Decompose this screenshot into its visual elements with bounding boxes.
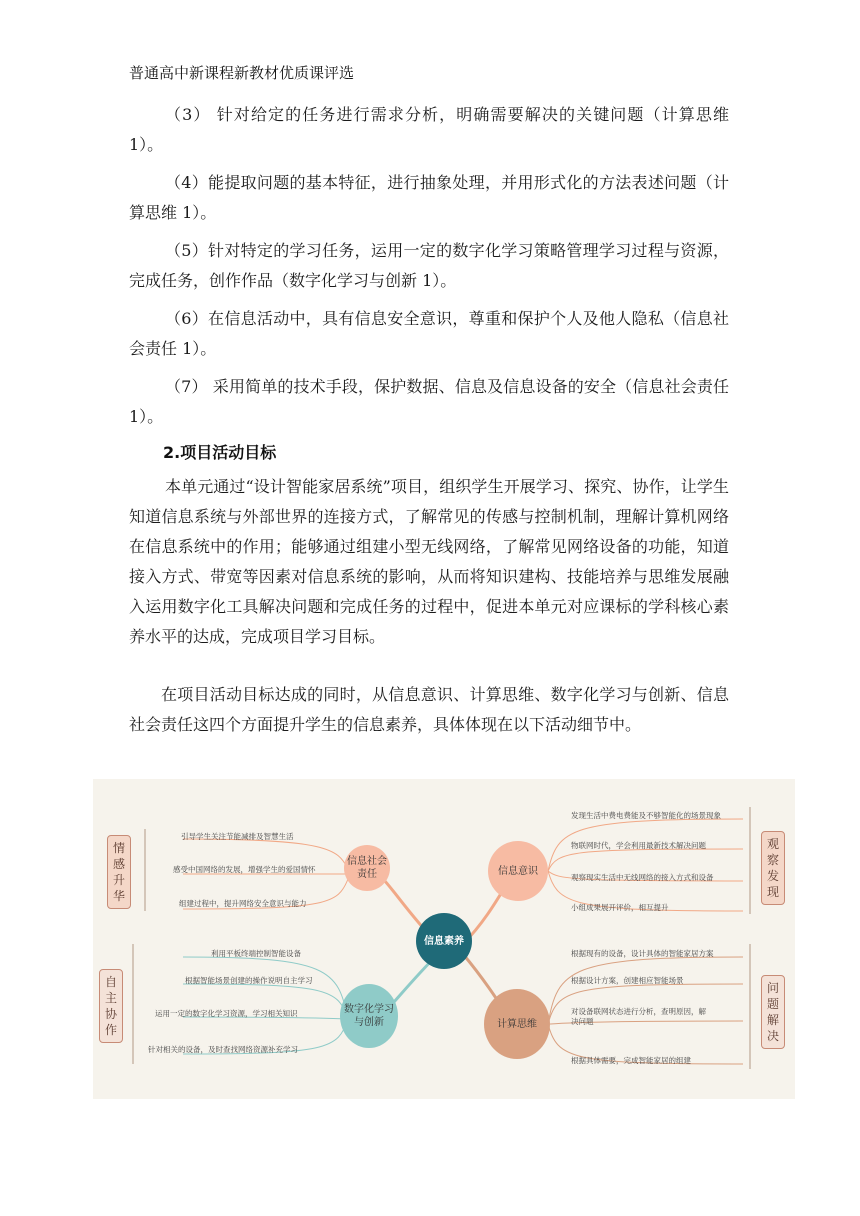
mindmap-leaf: 根据具体需要，完成智能家居的组建: [571, 1056, 691, 1065]
literacy-paragraph: 在项目活动目标达成的同时，从信息意识、计算思维、数字化学习与创新、信息社会责任这四个方面提升学生的信息素养，具体体现在以下活动细节中。: [129, 685, 729, 734]
mindmap-node-awareness: 信息意识: [488, 841, 548, 901]
mindmap-leaf: 根据设计方案，创建相应智能场景: [571, 976, 684, 985]
mindmap-leaf: 物联网时代，学会利用最新技术解决问题: [571, 841, 706, 850]
objective-6: （6）在信息活动中，具有信息安全意识，尊重和保护个人及他人隐私（信息社会责任 1）。: [129, 309, 729, 358]
mindmap-leaf: 感受中国网络的发展，增强学生的爱国情怀: [173, 865, 316, 874]
objective-3: （3） 针对给定的任务进行需求分析，明确需要解决的关键问题（计算思维 1）。: [129, 105, 729, 154]
objective-7: （7） 采用简单的技术手段，保护数据、信息及信息设备的安全（信息社会责任 1）。: [129, 377, 729, 426]
mindmap-side-label-right-bottom: 问题解决: [761, 975, 785, 1049]
mindmap-center-node: 信息素养: [416, 913, 472, 969]
mindmap-node-digital: 数字化学习与创新: [340, 984, 398, 1048]
mindmap-leaf: 对设备联网状态进行分析，查明原因，解决问题: [571, 1007, 706, 1026]
mindmap-figure: [93, 779, 795, 1099]
mindmap-leaf: 引导学生关注节能减排及智慧生活: [181, 832, 294, 841]
project-goal-paragraph: 本单元通过“设计智能家居系统”项目，组织学生开展学习、探究、协作，让学生知道信息系统与外部世界的连接方式，了解常见的传感与控制机制，理解计算机网络在信息系统中的作用；能够通过组建小型无线网络，了解常见网络设备的功能，知道接入方式、带宽等因素对信息系统的影响，从而将知识建构、技能培养与思维发展融入运用数字化工具解决问题和完成任务的过程中，促进本单元对应课标的学科核心素养水平的达成，完成项目学习目标。: [129, 477, 729, 646]
mindmap-side-label-right-top: 观察发现: [761, 831, 785, 905]
mindmap-leaf: 组建过程中，提升网络安全意识与能力: [179, 899, 307, 908]
mindmap-leaf: 根据现有的设备，设计具体的智能家居方案: [571, 949, 714, 958]
mindmap-side-label-left-top: 情感升华: [107, 835, 131, 909]
objective-5: （5）针对特定的学习任务，运用一定的数字化学习策略管理学习过程与资源，完成任务，创作作品（数字化学习与创新 1）。: [129, 241, 729, 290]
mindmap-leaf: 运用一定的数字化学习资源，学习相关知识: [155, 1009, 298, 1018]
mindmap-node-computing: 计算思维: [484, 989, 550, 1059]
mindmap-node-social: 信息社会责任: [344, 845, 390, 891]
objective-4: （4）能提取问题的基本特征，进行抽象处理，并用形式化的方法表述问题（计算思维 1）。: [129, 173, 729, 222]
mindmap-leaf: 发现生活中费电费能及不够智能化的场景现象: [571, 811, 721, 820]
mindmap-side-label-left-bottom: 自主协作: [99, 969, 123, 1043]
page-header: 普通高中新课程新教材优质课评选: [129, 64, 355, 82]
mindmap-leaf: 利用平板终端控制智能设备: [211, 949, 301, 958]
mindmap-leaf: 观察现实生活中无线网络的接入方式和设备: [571, 873, 714, 882]
mindmap-leaf: 小组成果展开评价，相互提升: [571, 903, 669, 912]
mindmap-leaf: 根据智能场景创建的操作说明自主学习: [185, 976, 313, 985]
mindmap-leaf: 针对相关的设备，及时查找网络资源补充学习: [148, 1045, 298, 1054]
section-title: 2.项目活动目标: [163, 443, 277, 462]
